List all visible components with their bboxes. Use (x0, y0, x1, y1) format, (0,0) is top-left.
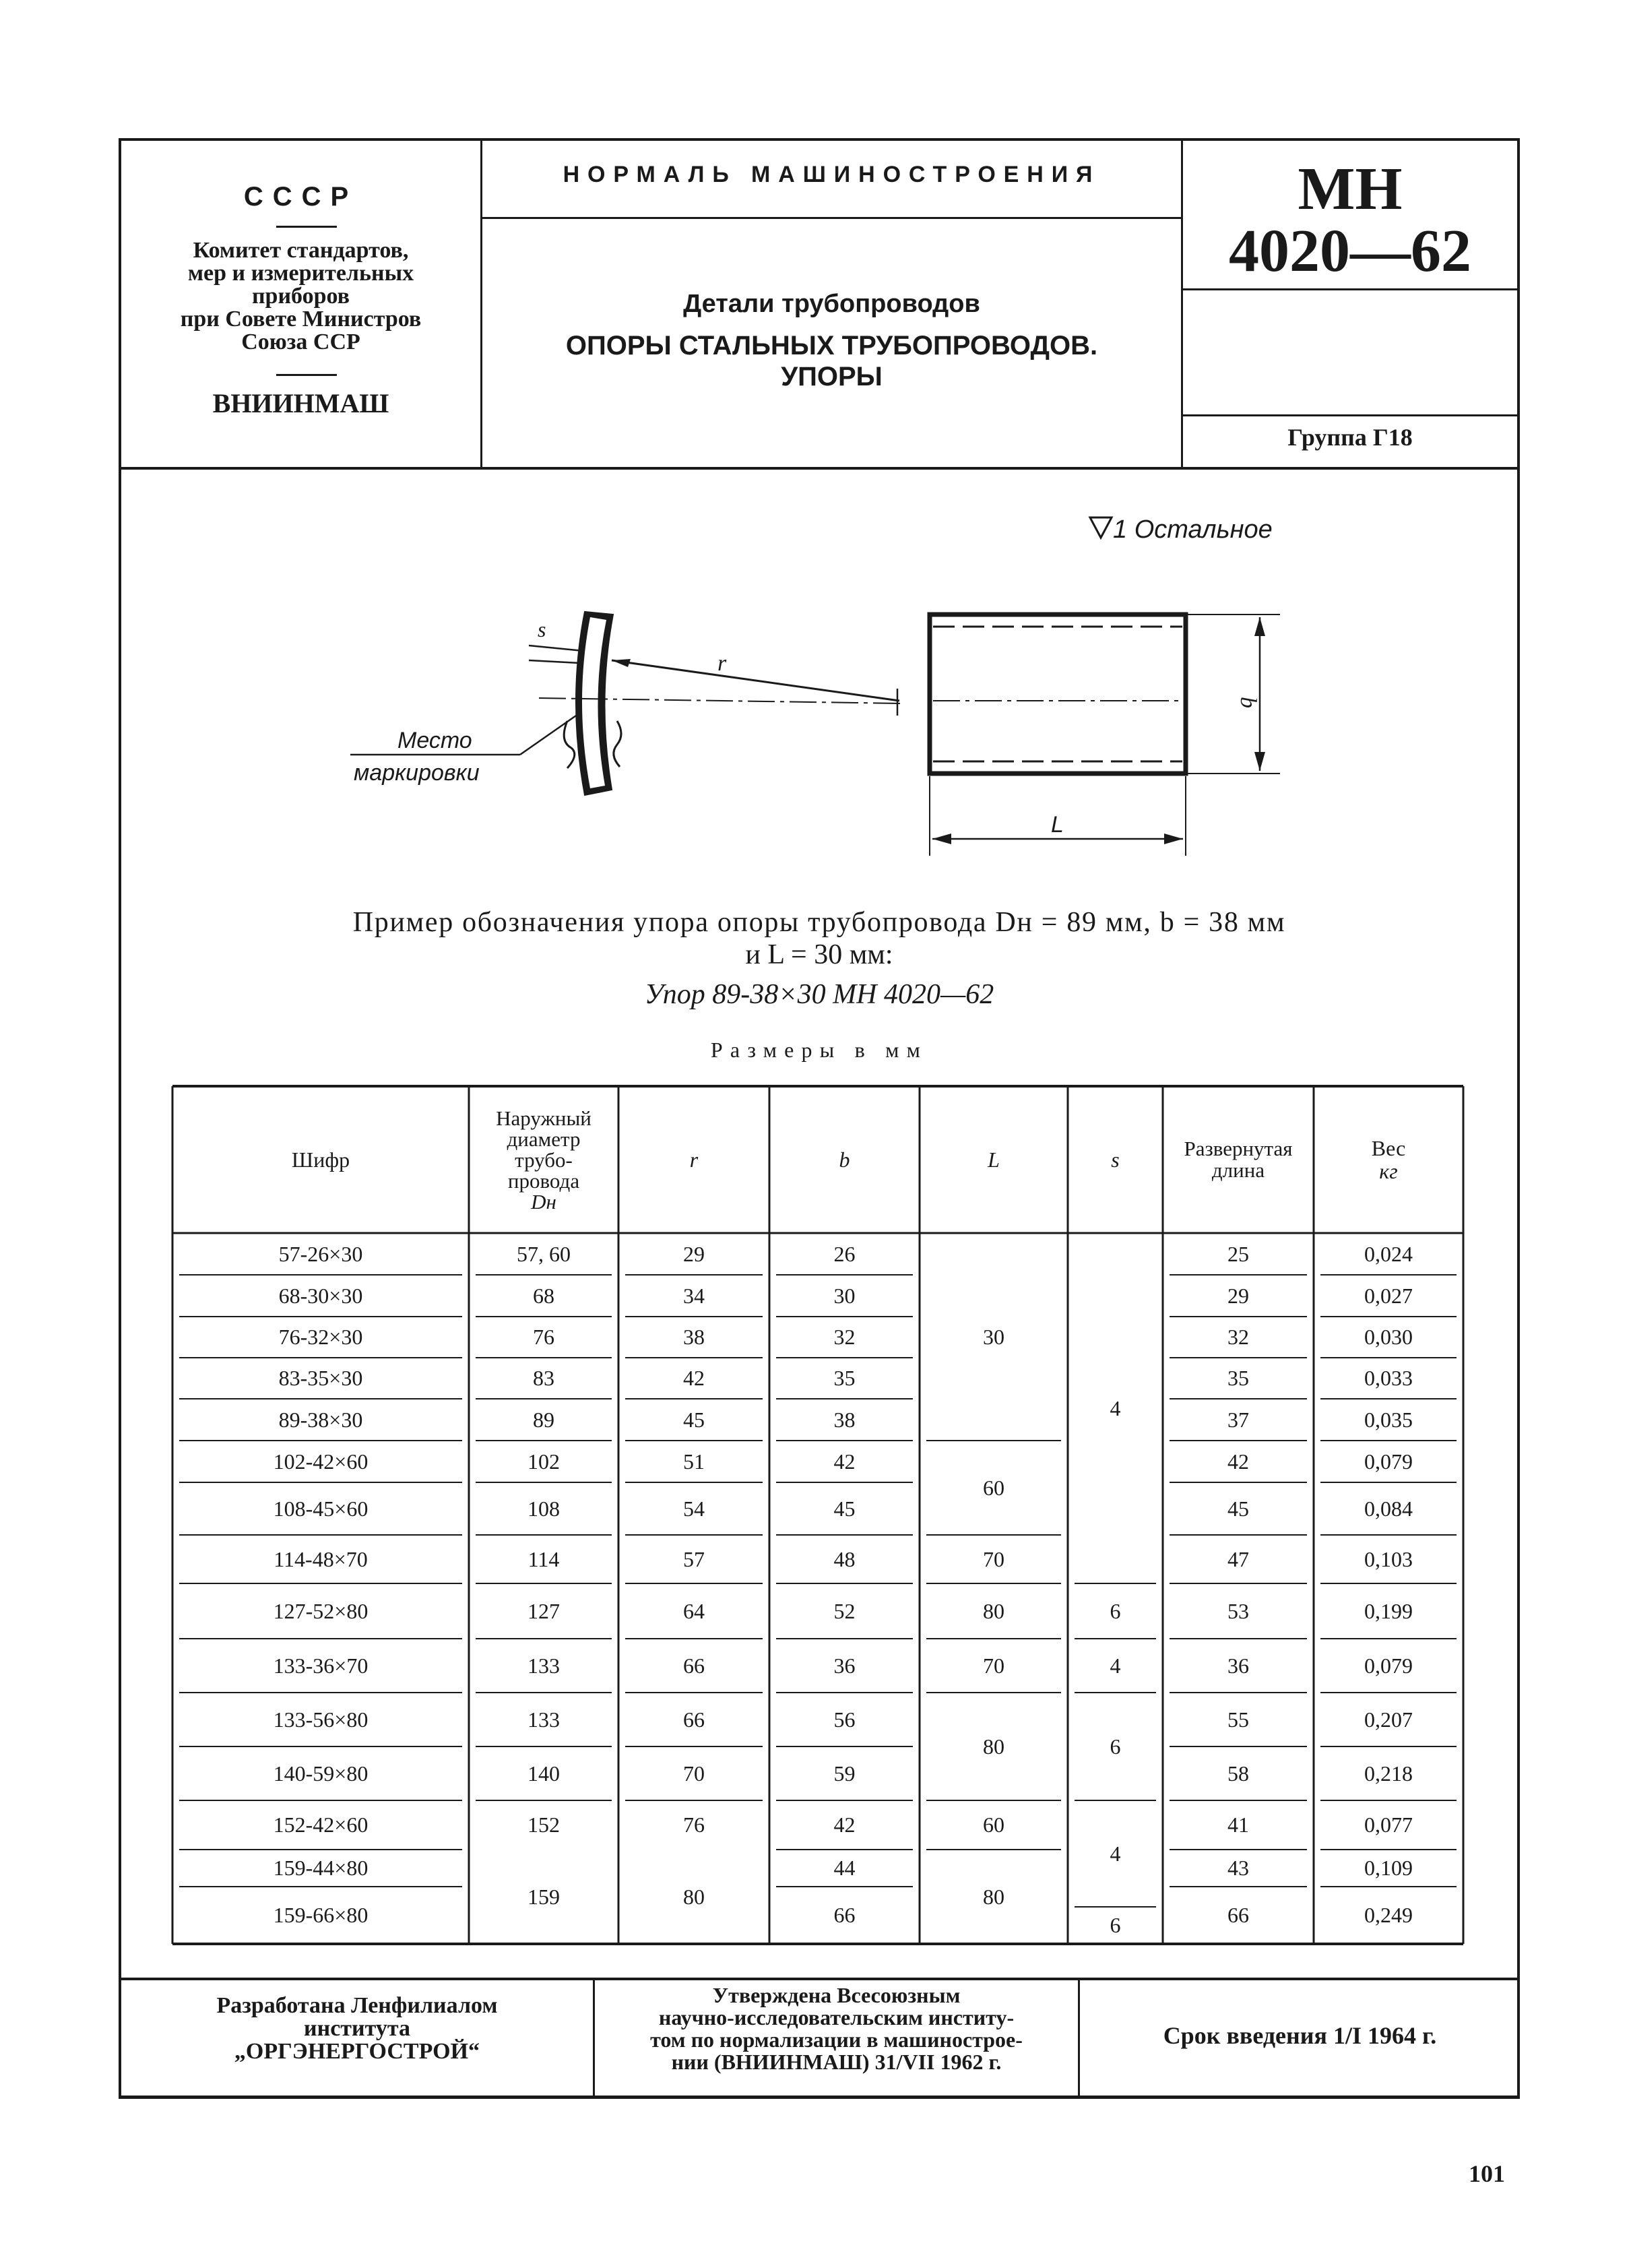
table-cell-b: 35 (833, 1366, 856, 1390)
table-cell-code: 76-32×30 (278, 1325, 363, 1349)
table-cell-s: 6 (1110, 1913, 1121, 1937)
col-header-weight: Вес кг (1371, 1136, 1406, 1183)
example-designation: Упор 89-38×30 МН 4020—62 (644, 979, 994, 1010)
table-cell-L: 80 (983, 1884, 1004, 1909)
table-cell-weight: 0,249 (1364, 1903, 1413, 1927)
table-cell-code: 152-42×60 (273, 1813, 369, 1837)
table-cell-dn: 114 (527, 1546, 560, 1571)
table-cell-dn: 127 (527, 1598, 560, 1623)
table-cell-length: 41 (1227, 1813, 1249, 1837)
roughness-label: 1 Остальное (1113, 515, 1273, 544)
units-caption: Размеры в мм (710, 1038, 928, 1062)
table-cell-b: 45 (833, 1496, 856, 1521)
table-cell-b: 44 (833, 1856, 856, 1880)
table-cell-L: 70 (983, 1653, 1004, 1678)
table-cell-b: 66 (833, 1903, 856, 1927)
page-number: 101 (1469, 2160, 1505, 2187)
table-cell-r: 54 (683, 1496, 705, 1521)
label-L: L (1051, 812, 1064, 838)
table-cell-length: 25 (1227, 1241, 1249, 1266)
table-cell-dn: 108 (527, 1496, 560, 1521)
developer-text: Разработана Ленфилиалом института „ОРГЭНЕРГОСТРОЙ“ (216, 1993, 498, 2064)
country: СССР (243, 182, 358, 212)
table-cell-weight: 0,199 (1364, 1598, 1413, 1623)
table-cell-dn: 89 (533, 1407, 554, 1432)
label-b: b (1236, 697, 1260, 708)
table-cell-dn: 76 (533, 1325, 554, 1349)
table-cell-b: 56 (833, 1707, 856, 1732)
table-cell-weight: 0,079 (1364, 1449, 1413, 1474)
table-cell-weight: 0,035 (1364, 1407, 1413, 1432)
table-cell-length: 55 (1227, 1707, 1249, 1732)
table-cell-b: 26 (833, 1241, 856, 1266)
standard-code: МН 4020—62 (1229, 156, 1471, 284)
table-cell-weight: 0,077 (1364, 1813, 1413, 1837)
table-cell-L: 70 (983, 1546, 1004, 1571)
table-cell-dn: 102 (527, 1449, 560, 1474)
table-cell-dn: 133 (527, 1653, 560, 1678)
table-cell-length: 29 (1227, 1283, 1249, 1308)
col-header-length: Развернутая длина (1184, 1137, 1293, 1182)
table-cell-code: 114-48×70 (274, 1546, 368, 1571)
table-cell-dn: 68 (533, 1283, 554, 1308)
table-cell-length: 58 (1227, 1761, 1249, 1786)
table-cell-L: 30 (983, 1324, 1004, 1349)
marking-label-2: маркировки (354, 760, 480, 786)
table-cell-dn: 133 (527, 1707, 560, 1732)
effective-date: Срок введения 1/I 1964 г. (1163, 2022, 1437, 2049)
subtitle: Детали трубопроводов (683, 290, 980, 318)
committee-text: Комитет стандартов, мер и измерительных приборов при Совете Министров Союза ССР (180, 238, 422, 354)
table-cell-weight: 0,084 (1364, 1496, 1413, 1521)
table-cell-L: 60 (983, 1475, 1004, 1500)
col-header-b: b (839, 1147, 850, 1172)
col-header-s: s (1111, 1147, 1120, 1172)
col-header-r: r (689, 1147, 699, 1172)
table-cell-s: 4 (1110, 1653, 1121, 1678)
table-cell-length: 42 (1227, 1449, 1249, 1474)
table-cell-length: 43 (1227, 1856, 1249, 1880)
table-cell-r: 29 (683, 1241, 705, 1266)
table-cell-r: 70 (683, 1761, 705, 1786)
table-cell-b: 42 (833, 1813, 856, 1837)
table-cell-code: 83-35×30 (278, 1366, 363, 1390)
table-cell-s: 6 (1110, 1734, 1121, 1759)
table-cell-code: 57-26×30 (278, 1241, 363, 1266)
table-cell-dn: 152 (527, 1813, 560, 1837)
table-cell-b: 59 (833, 1761, 856, 1786)
table-cell-s: 4 (1110, 1395, 1121, 1420)
table-cell-weight: 0,218 (1364, 1761, 1413, 1786)
table-cell-code: 133-36×70 (273, 1653, 369, 1678)
table-cell-r: 34 (683, 1283, 705, 1308)
table-cell-r: 80 (683, 1884, 705, 1909)
table-cell-dn: 140 (527, 1761, 560, 1786)
table-cell-weight: 0,109 (1364, 1856, 1413, 1880)
table-cell-b: 42 (833, 1449, 856, 1474)
table-cell-length: 35 (1227, 1366, 1249, 1390)
table-cell-weight: 0,103 (1364, 1546, 1413, 1571)
table-cell-r: 76 (683, 1813, 705, 1837)
table-cell-r: 57 (683, 1546, 705, 1571)
table-cell-weight: 0,024 (1364, 1241, 1413, 1266)
table-cell-b: 32 (833, 1325, 856, 1349)
table-cell-L: 60 (983, 1813, 1004, 1837)
table-cell-b: 52 (833, 1598, 856, 1623)
table-cell-dn: 83 (533, 1366, 554, 1390)
table-cell-length: 37 (1227, 1407, 1249, 1432)
table-cell-weight: 0,033 (1364, 1366, 1413, 1390)
table-cell-r: 38 (683, 1325, 705, 1349)
table-cell-s: 4 (1110, 1841, 1121, 1866)
table-cell-r: 42 (683, 1366, 705, 1390)
table-cell-code: 89-38×30 (278, 1407, 363, 1432)
table-cell-b: 48 (833, 1546, 856, 1571)
table-cell-L: 80 (983, 1734, 1004, 1759)
col-header-code: Шифр (291, 1147, 350, 1172)
table-cell-code: 159-44×80 (273, 1856, 369, 1880)
marking-label-1: Место (397, 728, 472, 753)
table-cell-length: 66 (1227, 1903, 1249, 1927)
table-cell-s: 6 (1110, 1598, 1121, 1623)
table-cell-code: 133-56×80 (273, 1707, 369, 1732)
table-cell-length: 53 (1227, 1598, 1249, 1623)
table-cell-code: 140-59×80 (273, 1761, 369, 1786)
series-title: НОРМАЛЬ МАШИНОСТРОЕНИЯ (563, 162, 1101, 187)
table-cell-code: 108-45×60 (273, 1496, 369, 1521)
table-cell-weight: 0,027 (1364, 1283, 1413, 1308)
page-title: ОПОРЫ СТАЛЬНЫХ ТРУБОПРОВОДОВ. УПОРЫ (565, 331, 1098, 391)
col-header-dn: Наружный диаметр трубо- провода Dн (496, 1106, 591, 1214)
label-r: r (717, 651, 727, 676)
table-cell-code: 68-30×30 (278, 1283, 363, 1308)
table-cell-dn: 57, 60 (517, 1241, 571, 1266)
table-cell-weight: 0,079 (1364, 1653, 1413, 1678)
example-line-2: и L = 30 мм: (745, 939, 893, 970)
table-cell-dn: 159 (527, 1884, 560, 1909)
example-line-1: Пример обозначения упора опоры трубопровода Dн = 89 мм, b = 38 мм (352, 907, 1286, 938)
table-cell-b: 38 (833, 1407, 856, 1432)
col-header-L: L (988, 1147, 1000, 1172)
table-cell-length: 47 (1227, 1546, 1249, 1571)
table-cell-r: 64 (683, 1598, 705, 1623)
table-cell-weight: 0,030 (1364, 1325, 1413, 1349)
table-cell-length: 45 (1227, 1496, 1249, 1521)
institute: ВНИИНМАШ (212, 388, 389, 418)
group-label: Группа Г18 (1287, 424, 1413, 451)
table-cell-r: 66 (683, 1707, 705, 1732)
table-cell-code: 159-66×80 (273, 1903, 369, 1927)
table-cell-b: 36 (833, 1653, 856, 1678)
approval-text: Утверждена Всесоюзным научно-исследовательским институ- том по нормализации в машинострое- нии (ВНИИНМАШ) 31/VII 1962 г. (650, 1983, 1023, 2074)
table-cell-b: 30 (833, 1283, 856, 1308)
table-cell-r: 45 (683, 1407, 705, 1432)
label-s: s (538, 617, 546, 641)
table-cell-code: 102-42×60 (273, 1449, 369, 1474)
table-cell-weight: 0,207 (1364, 1707, 1413, 1732)
table-cell-r: 51 (683, 1449, 705, 1474)
table-cell-L: 80 (983, 1598, 1004, 1623)
table-cell-r: 66 (683, 1653, 705, 1678)
table-cell-length: 32 (1227, 1325, 1249, 1349)
table-cell-length: 36 (1227, 1653, 1249, 1678)
table-cell-code: 127-52×80 (273, 1598, 369, 1623)
